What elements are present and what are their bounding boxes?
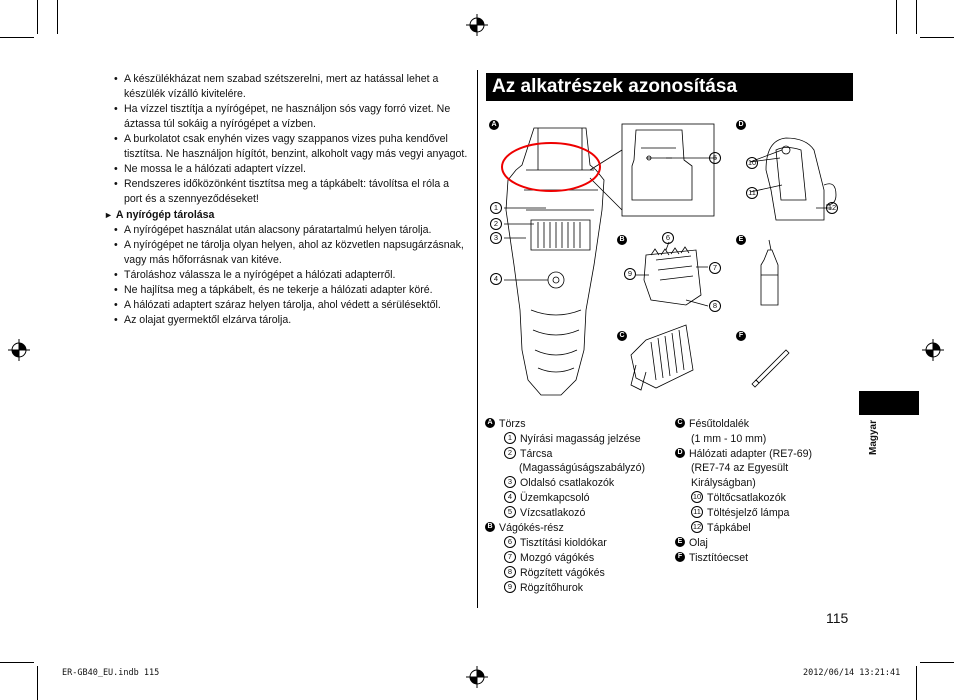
callout-3: 3: [490, 232, 502, 244]
crop-mark: [37, 0, 38, 34]
bullet-item: • Az olajat gyermektől elzárva tárolja.: [114, 313, 470, 328]
legend-a: [485, 417, 525, 432]
num-6: 6: [504, 536, 516, 548]
legend-text: Rögzítőhurok: [520, 582, 584, 594]
bullet-item: • Ne mossa le a hálózati adaptert vízzel.: [114, 162, 470, 177]
maintenance-notes: [104, 72, 470, 328]
bullet-item: • A készülékházat nem szabad szétszerelni, mert az hatással lehet a készülék vízálló kivitelére.: [114, 72, 470, 102]
badge-d: D: [736, 120, 746, 130]
callout-6: 6: [662, 232, 674, 244]
crop-mark: [57, 0, 58, 34]
footer-timestamp: 2012/06/14 13:21:41: [803, 668, 901, 678]
num-5: 5: [504, 506, 516, 518]
registration-mark-icon: [922, 339, 944, 361]
crop-mark: [0, 37, 34, 38]
num-1: 1: [504, 432, 516, 444]
legend-text: Mozgó vágókés: [520, 552, 595, 564]
crop-mark: [916, 666, 917, 700]
bullet-item: • A hálózati adaptert száraz helyen tárolja, ahol védett a sérülésektől.: [114, 298, 470, 313]
callout-4: 4: [490, 273, 502, 285]
section-title: Az alkatrészek azonosítása: [486, 73, 853, 101]
num-4: 4: [504, 491, 516, 503]
legend-text: Üzemkapcsoló: [520, 492, 590, 504]
callout-10: 10: [747, 158, 757, 167]
language-tab: [859, 391, 919, 415]
bullet-item: • Ha vízzel tisztítja a nyírógépet, ne használjon sós vagy forró vizet. Ne áztassa túl sokáig a nyírógépet a vízben.: [114, 102, 470, 132]
crop-mark: [920, 37, 954, 38]
legend-c-sub: [691, 432, 766, 447]
bullet-item: • Ne hajlítsa meg a tápkábelt, és ne tekerje a hálózati adapter köré.: [114, 283, 470, 298]
legend-12: [691, 521, 751, 536]
crop-mark: [0, 662, 34, 663]
legend-6: [504, 536, 607, 551]
legend-d-sub1: [691, 461, 788, 476]
crop-mark: [920, 662, 954, 663]
legend-e: [675, 536, 708, 551]
badge-b: B: [485, 522, 495, 532]
footer-file: ER-GB40_EU.indb 115: [62, 668, 160, 678]
badge-b: B: [617, 235, 627, 245]
badge-f: F: [675, 552, 685, 562]
bullet-item: • A burkolatot csak enyhén vizes vagy szappanos vizes puha kendővel tisztítsa. Ne használjon hígítót, benzint, alkoholt vagy más vegyi anyagot.: [114, 132, 470, 162]
callout-9: 9: [624, 268, 636, 280]
bullet-item: • Tároláshoz válassza le a nyírógépet a hálózati adapterről.: [114, 268, 470, 283]
badge-e: E: [675, 537, 685, 547]
legend-text: (1 mm - 10 mm): [691, 433, 767, 445]
num-2: 2: [504, 447, 516, 459]
legend-text: Töltésjelző lámpa: [707, 507, 790, 519]
legend-11: [691, 506, 789, 521]
registration-mark-icon: [8, 339, 30, 361]
num-3: 3: [504, 476, 516, 488]
legend-text: Töltőcsatlakozók: [707, 492, 786, 504]
legend-text: Olaj: [689, 537, 708, 549]
legend-text: (Magasságúságszabályzó): [519, 462, 646, 474]
legend-c: [675, 417, 749, 432]
legend-1: [504, 432, 641, 447]
language-label: Magyar: [868, 420, 879, 456]
badge-e: E: [736, 235, 746, 245]
legend-text: Tisztítóecset: [689, 552, 749, 564]
legend-text: Hálózati adapter (RE7-69): [689, 448, 813, 460]
crop-mark: [37, 666, 38, 700]
badge-c: C: [675, 418, 685, 428]
callout-2: 2: [490, 218, 502, 230]
callout-7: 7: [709, 262, 721, 274]
legend-10: [691, 491, 786, 506]
legend-2-sub: [519, 461, 645, 476]
legend-text: Nyírási magasság jelzése: [520, 433, 641, 445]
storage-heading: [104, 208, 470, 223]
legend-4: [504, 491, 589, 506]
crop-mark: [896, 0, 897, 34]
column-divider: [477, 70, 478, 608]
badge-f: F: [736, 331, 746, 341]
legend-5: [504, 506, 585, 521]
callout-1: 1: [490, 202, 502, 214]
legend-text: Királyságban): [691, 477, 756, 489]
registration-mark-icon: [466, 666, 488, 688]
badge-d: D: [675, 448, 685, 458]
badge-a: A: [489, 120, 499, 130]
legend-text: Tárcsa: [520, 448, 553, 460]
num-8: 8: [504, 566, 516, 578]
legend-text: Törzs: [499, 418, 526, 430]
callout-11: 11: [746, 187, 758, 199]
legend-b: [485, 521, 564, 536]
storage-heading-text: A nyírógép tárolása: [115, 209, 215, 221]
legend-text: Vízcsatlakozó: [520, 507, 586, 519]
legend-9: [504, 581, 583, 596]
badge-a: A: [485, 418, 495, 428]
bullet-item: • Rendszeres időközönként tisztítsa meg a tápkábelt: távolítsa el róla a port és a szennyeződéseket!: [114, 177, 470, 207]
legend-8: [504, 566, 605, 581]
legend-7: [504, 551, 594, 566]
crop-mark: [916, 0, 917, 34]
legend-text: Oldalsó csatlakozók: [520, 477, 615, 489]
legend-f: [675, 551, 748, 566]
num-12: 12: [692, 522, 702, 532]
legend-text: Vágókés-rész: [499, 522, 564, 534]
legend-text: Tisztítási kioldókar: [520, 537, 607, 549]
num-10: 10: [692, 492, 702, 502]
badge-c: C: [617, 331, 627, 341]
bullet-item: • A nyírógépet használat után alacsony páratartalmú helyen tárolja.: [114, 223, 470, 238]
triangle-icon: ►: [104, 210, 113, 220]
highlight-ellipse: [502, 143, 600, 191]
callout-5: 5: [709, 152, 721, 164]
legend-text: Tápkábel: [707, 522, 751, 534]
legend-d-sub2: [691, 476, 756, 491]
parts-diagram: [486, 110, 856, 415]
legend-text: Fésűtoldalék: [689, 418, 750, 430]
legend-3: [504, 476, 614, 491]
num-11: 11: [691, 506, 703, 518]
bullet-item: • A nyírógépet ne tárolja olyan helyen, ahol az közvetlen napsugárzásnak, vagy más hőforrásnak van kitéve.: [114, 238, 470, 268]
registration-mark-icon: [466, 14, 488, 36]
legend-text: (RE7-74 az Egyesült: [691, 462, 789, 474]
legend-text: Rögzített vágókés: [520, 567, 605, 579]
page-number: 115: [826, 610, 849, 626]
legend-d: [675, 447, 812, 462]
legend-2: [504, 447, 552, 462]
callout-12: 12: [827, 203, 837, 212]
num-7: 7: [504, 551, 516, 563]
num-9: 9: [504, 581, 516, 593]
callout-8: 8: [709, 300, 721, 312]
